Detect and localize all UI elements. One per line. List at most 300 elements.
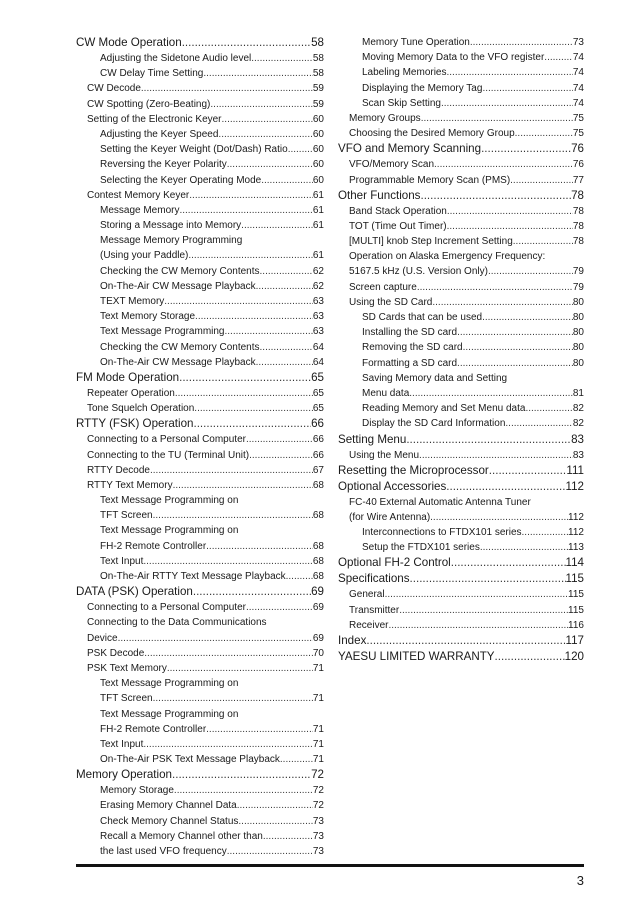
toc-entry-title: Connecting to the TU (Terminal Unit) (87, 449, 250, 461)
dot-leader (280, 752, 313, 767)
toc-entry-title: Using the SD Card (349, 296, 433, 308)
toc-entry-title: Text Message Programming on (100, 495, 239, 507)
dot-leader (447, 219, 573, 234)
toc-entry-page: 115 (568, 589, 584, 601)
toc-entry-title: Message Memory Programming (100, 235, 243, 247)
toc-entry[interactable] (76, 539, 324, 554)
toc-entry-title: TOT (Time Out Timer) (349, 220, 447, 232)
toc-entry-title: Optional FH-2 Control (338, 556, 451, 570)
dot-leader (513, 234, 573, 249)
dot-leader (249, 448, 313, 463)
dot-leader (406, 432, 571, 448)
dot-leader (366, 633, 565, 649)
dot-leader (447, 204, 573, 219)
toc-entry[interactable] (76, 386, 324, 401)
dot-leader (172, 767, 311, 783)
dot-leader (143, 737, 313, 752)
toc-entry[interactable] (76, 264, 324, 279)
dot-leader (522, 525, 569, 540)
toc-entry-title: On-The-Air CW Message Playback (100, 280, 256, 292)
toc-entry-page: 63 (312, 296, 324, 307)
dot-leader (210, 97, 312, 112)
toc-entry-page: 66 (312, 434, 324, 446)
toc-entry-title: Installing the SD card (362, 327, 458, 339)
dot-leader (246, 600, 313, 615)
dot-leader (480, 540, 568, 555)
toc-entry-title: Text Message Programming (100, 326, 225, 338)
dot-leader (388, 618, 568, 633)
dot-leader (222, 112, 313, 127)
toc-entry-page: 65 (311, 370, 324, 384)
dot-leader (419, 448, 573, 463)
toc-entry-title: RTTY Decode (87, 464, 150, 476)
toc-entry[interactable] (76, 448, 324, 463)
toc-entry[interactable] (76, 127, 324, 142)
toc-entry[interactable] (76, 203, 324, 218)
toc-entry[interactable] (76, 661, 324, 676)
dot-leader (227, 157, 313, 172)
toc-entry-title: On-The-Air PSK Text Message Playback (100, 754, 280, 766)
toc-entry-title: Moving Memory Data to the VFO register (362, 52, 545, 64)
toc-entry-title: VFO/Memory Scan (349, 159, 435, 171)
toc-entry-page: 75 (572, 128, 584, 140)
dot-leader (237, 798, 313, 813)
toc-entry-page: 113 (568, 542, 584, 554)
toc-entry[interactable] (338, 188, 584, 204)
toc-entry-page: 72 (312, 800, 324, 812)
toc-entry[interactable] (338, 371, 584, 386)
toc-entry-title: Message Memory (100, 204, 180, 216)
toc-entry-page: 66 (311, 417, 324, 431)
toc-entry[interactable] (338, 416, 584, 431)
toc-entry-title: Formatting a SD card (362, 357, 458, 369)
toc-entry-title: FH-2 Remote Controller (100, 723, 207, 735)
toc-entry-title: Check Memory Channel Status (100, 815, 239, 827)
dot-leader (410, 571, 566, 587)
toc-entry-page: 80 (572, 327, 584, 339)
toc-entry[interactable] (76, 615, 324, 630)
toc-entry-title: the last used VFO frequency (100, 846, 227, 857)
toc-entry-page: 58 (312, 53, 324, 64)
dot-leader (495, 649, 565, 665)
toc-entry-title: Setting the Keyer Weight (Dot/Dash) Ratio (100, 144, 288, 156)
toc-entry-page: 78 (572, 205, 584, 217)
dot-leader (434, 157, 573, 172)
dot-leader (288, 142, 313, 157)
toc-entry[interactable] (338, 264, 584, 279)
toc-entry-title: Connecting to the Data Communications (87, 617, 267, 629)
toc-entry[interactable] (76, 737, 324, 752)
dot-leader (246, 432, 313, 447)
toc-entry[interactable] (76, 676, 324, 691)
toc-entry-title: Scan Skip Setting (362, 97, 441, 109)
toc-entry-title: DATA (PSK) Operation (76, 585, 193, 599)
dot-leader (544, 50, 573, 65)
toc-entry-title: CW Delay Time Setting (100, 68, 204, 80)
toc-entry-page: 66 (312, 449, 324, 461)
dot-leader (188, 248, 313, 263)
dot-leader (457, 325, 573, 340)
toc-entry[interactable] (338, 340, 584, 355)
toc-entry[interactable] (76, 142, 324, 157)
dot-leader (482, 81, 572, 96)
toc-entry[interactable] (338, 510, 584, 525)
toc-entry-page: 65 (312, 403, 324, 415)
toc-entry[interactable] (76, 814, 324, 829)
dot-leader (143, 554, 313, 569)
dot-leader (263, 829, 313, 844)
toc-entry-page: 60 (312, 144, 324, 156)
toc-entry-page: 116 (568, 619, 584, 631)
toc-entry[interactable] (76, 370, 324, 386)
toc-entry-page: 62 (312, 265, 324, 277)
toc-entry[interactable] (76, 767, 324, 783)
toc-entry-title: Text Message Programming on (100, 708, 239, 720)
toc-entry-page: 63 (312, 311, 324, 323)
toc-entry-title: Band Stack Operation (349, 205, 447, 217)
toc-entry[interactable] (76, 523, 324, 538)
dot-leader (470, 35, 573, 50)
dot-leader (510, 173, 573, 188)
dot-leader (195, 309, 313, 324)
toc-entry[interactable] (338, 495, 584, 510)
toc-entry-title: On-The-Air CW Message Playback (100, 356, 256, 368)
toc-entry-page: 80 (572, 296, 584, 308)
toc-entry-title: Tone Squelch Operation (87, 403, 195, 415)
toc-entry-page: 60 (312, 159, 324, 171)
dot-leader (417, 280, 573, 295)
toc-entry[interactable] (338, 81, 584, 96)
toc-entry-page: 112 (568, 527, 584, 539)
toc-entry[interactable] (76, 493, 324, 508)
dot-leader (179, 370, 311, 386)
toc-entry[interactable] (76, 324, 324, 339)
dot-leader (203, 66, 313, 81)
toc-entry-page: 61 (312, 189, 324, 201)
dot-leader (167, 661, 313, 676)
toc-entry[interactable] (338, 633, 584, 649)
dot-leader (182, 35, 311, 51)
toc-entry[interactable] (76, 478, 324, 493)
toc-entry-page: 82 (572, 418, 584, 430)
toc-entry-page: 58 (311, 36, 324, 49)
toc-entry-title: Recall a Memory Channel other than (100, 830, 263, 842)
toc-entry-page: 69 (312, 632, 324, 644)
toc-entry[interactable] (76, 722, 324, 737)
toc-entry-title: Setting of the Electronic Keyer (87, 113, 222, 125)
toc-entry-page: 78 (571, 188, 584, 202)
toc-entry[interactable] (338, 173, 584, 188)
toc-entry[interactable] (76, 600, 324, 615)
toc-entry-title: Reading Memory and Set Menu data (362, 403, 526, 415)
toc-entry[interactable] (338, 111, 584, 126)
toc-entry[interactable] (76, 707, 324, 722)
toc-entry-title: Text Input (100, 738, 144, 750)
dot-leader (225, 324, 313, 339)
toc-entry-title: Screen capture (349, 281, 417, 293)
toc-entry[interactable] (76, 401, 324, 416)
toc-entry-page: 79 (572, 266, 584, 278)
toc-entry[interactable] (76, 432, 324, 447)
toc-entry-page: 62 (312, 280, 324, 292)
toc-entry[interactable] (76, 157, 324, 172)
toc-entry[interactable] (338, 295, 584, 310)
toc-entry[interactable] (338, 157, 584, 172)
toc-entry[interactable] (338, 50, 584, 65)
toc-entry[interactable] (76, 691, 324, 706)
toc-entry-page: 73 (312, 846, 324, 857)
toc-entry-page: 68 (312, 510, 324, 522)
dot-leader (118, 631, 313, 646)
dot-leader (261, 173, 313, 188)
toc-entry-page: 61 (312, 250, 324, 262)
toc-entry-page: 60 (312, 174, 324, 186)
dot-leader (153, 691, 313, 706)
toc-entry[interactable] (76, 508, 324, 523)
toc-entry[interactable] (76, 340, 324, 355)
toc-entry-page: 73 (312, 815, 324, 827)
toc-entry[interactable] (76, 81, 324, 96)
toc-entry[interactable] (76, 97, 324, 112)
toc-entry-page: 74 (572, 97, 584, 109)
toc-entry[interactable] (76, 233, 324, 248)
toc-entry[interactable] (76, 248, 324, 263)
toc-entry[interactable] (338, 432, 584, 448)
toc-entry[interactable] (76, 829, 324, 844)
toc-entry[interactable] (76, 463, 324, 478)
toc-entry-title: VFO and Memory Scanning (338, 142, 482, 156)
toc-entry-page: 80 (572, 342, 584, 354)
toc-entry[interactable] (338, 234, 584, 249)
toc-entry[interactable] (76, 35, 324, 51)
toc-entry-title: Using the Menu (349, 449, 420, 461)
toc-entry[interactable] (76, 188, 324, 203)
toc-entry[interactable] (338, 618, 584, 633)
dot-leader (193, 584, 311, 600)
toc-entry-page: 61 (312, 220, 324, 232)
toc-entry-title: Text Input (100, 555, 144, 567)
dot-leader (399, 603, 568, 618)
dot-leader (441, 96, 573, 111)
toc-entry[interactable] (338, 65, 584, 80)
toc-entry-page: 76 (572, 159, 584, 171)
toc-entry[interactable] (76, 279, 324, 294)
toc-entry-page: 64 (312, 356, 324, 368)
toc-entry[interactable] (338, 401, 584, 416)
toc-entry[interactable] (76, 752, 324, 767)
toc-entry-title: Connecting to a Personal Computer (87, 434, 246, 446)
dot-leader (451, 555, 566, 571)
dot-leader (430, 510, 568, 525)
toc-entry-page: 72 (311, 768, 324, 782)
toc-entry-page: 78 (572, 236, 584, 248)
toc-entry[interactable] (338, 126, 584, 141)
toc-entry[interactable] (338, 448, 584, 463)
dot-leader (447, 65, 573, 80)
toc-entry-title: Transmitter (349, 604, 400, 616)
toc-entry-title: Selecting the Keyer Operating Mode (100, 174, 262, 186)
toc-entry-title: Other Functions (338, 188, 421, 202)
toc-entry-page: 73 (572, 37, 584, 48)
toc-entry-title: CW Mode Operation (76, 36, 182, 49)
toc-entry-title: TFT Screen (100, 693, 153, 705)
dot-leader (141, 81, 313, 96)
toc-entry[interactable] (338, 96, 584, 111)
dot-leader (489, 463, 567, 479)
toc-entry-title: Menu data (362, 387, 410, 399)
toc-entry-title: Adjusting the Keyer Speed (100, 128, 219, 140)
dot-leader (193, 416, 311, 432)
toc-left-column (76, 35, 324, 859)
toc-entry-page: 60 (312, 113, 324, 125)
toc-entry[interactable] (76, 66, 324, 81)
toc-entry-title: Programmable Memory Scan (PMS) (349, 174, 511, 186)
toc-entry-page: 81 (572, 387, 584, 399)
toc-entry-title: Memory Tune Operation (362, 37, 470, 48)
toc-entry-title: FH-2 Remote Controller (100, 540, 207, 552)
toc-entry[interactable] (338, 463, 584, 479)
toc-entry[interactable] (338, 325, 584, 340)
toc-entry[interactable] (338, 649, 584, 665)
dot-leader (218, 127, 312, 142)
toc-entry-title: [MULTI] knob Step Increment Setting (349, 236, 513, 248)
toc-entry-title: Choosing the Desired Memory Group (349, 128, 515, 140)
toc-entry-title: Reversing the Keyer Polarity (100, 159, 227, 171)
toc-entry-page: 64 (312, 341, 324, 353)
toc-entry-page: 72 (312, 785, 324, 797)
dot-leader (238, 814, 312, 829)
dot-leader (482, 310, 573, 325)
toc-entry[interactable] (338, 525, 584, 540)
dot-leader (481, 141, 571, 157)
toc-entry[interactable] (76, 844, 324, 859)
toc-entry-title: (Using your Paddle) (100, 250, 189, 262)
toc-entry-title: Text Message Programming on (100, 525, 239, 537)
toc-entry[interactable] (76, 783, 324, 798)
toc-entry-page: 67 (312, 464, 324, 476)
toc-entry-page: 71 (312, 693, 324, 705)
dot-leader (175, 386, 313, 401)
toc-entry-page: 65 (312, 387, 324, 399)
dot-leader (194, 401, 313, 416)
toc-entry-page: 111 (566, 463, 584, 477)
toc-entry[interactable] (338, 219, 584, 234)
toc-entry-title: TFT Screen (100, 510, 153, 522)
toc-entry-page: 74 (572, 67, 584, 79)
toc-entry-title: Displaying the Memory Tag (362, 82, 483, 94)
toc-entry-page: 71 (312, 754, 324, 766)
toc-entry[interactable] (76, 584, 324, 600)
toc-entry-title: PSK Text Memory (87, 662, 167, 674)
toc-entry-title: PSK Decode (87, 647, 145, 659)
toc-entry-page: 80 (572, 312, 584, 323)
dot-leader (174, 783, 313, 798)
dot-leader (420, 188, 571, 204)
toc-entry-title: FM Mode Operation (76, 370, 180, 384)
toc-entry[interactable] (76, 355, 324, 370)
toc-entry[interactable] (338, 571, 584, 587)
dot-leader (260, 340, 313, 355)
toc-entry[interactable] (76, 554, 324, 569)
toc-entry-title: RTTY Text Memory (87, 479, 173, 491)
toc-entry-title: Repeater Operation (87, 387, 175, 399)
toc-entry[interactable] (76, 218, 324, 233)
toc-entry-page: 59 (312, 83, 324, 95)
dot-leader (446, 479, 565, 495)
toc-entry-title: Display the SD Card Information (362, 418, 506, 430)
toc-entry[interactable] (338, 356, 584, 371)
dot-leader (150, 463, 313, 478)
toc-entry[interactable] (338, 249, 584, 264)
toc-entry[interactable] (338, 310, 584, 325)
dot-leader (457, 356, 573, 371)
toc-entry-title: Labeling Memories (362, 67, 447, 79)
toc-entry[interactable] (338, 540, 584, 555)
toc-entry[interactable] (76, 416, 324, 432)
toc-entry[interactable] (76, 569, 324, 584)
toc-entry-title: Operation on Alaska Emergency Frequency: (349, 251, 546, 263)
dot-leader (463, 340, 573, 355)
toc-entry-page: 58 (312, 68, 324, 80)
toc-entry[interactable] (338, 204, 584, 219)
toc-entry-title: Adjusting the Sidetone Audio level (100, 53, 252, 64)
dot-leader (251, 51, 313, 66)
toc-entry[interactable] (338, 555, 584, 571)
toc-entry[interactable] (76, 646, 324, 661)
dot-leader (515, 126, 573, 141)
toc-entry[interactable] (76, 798, 324, 813)
toc-entry-page: 75 (572, 112, 584, 124)
toc-entry[interactable] (338, 479, 584, 495)
toc-entry[interactable] (338, 386, 584, 401)
toc-entry-title: Device (87, 632, 118, 644)
toc-entry-page: 73 (312, 830, 324, 842)
toc-entry-title: Removing the SD card (362, 342, 463, 354)
toc-entry-page: 120 (564, 650, 584, 663)
toc-entry[interactable] (338, 603, 584, 618)
dot-leader (227, 844, 313, 859)
toc-entry[interactable] (338, 280, 584, 295)
dot-leader (432, 295, 573, 310)
toc-entry[interactable] (76, 309, 324, 324)
toc-entry-title: Memory Operation (76, 768, 173, 782)
toc-entry-title: RTTY (FSK) Operation (76, 417, 194, 431)
dot-leader (164, 294, 313, 309)
toc-entry[interactable] (338, 587, 584, 602)
toc-entry-page: 79 (572, 281, 584, 293)
toc-entry-page: 69 (312, 602, 324, 614)
toc-entry-title: Erasing Memory Channel Data (100, 800, 237, 812)
dot-leader (488, 264, 573, 279)
toc-entry[interactable] (338, 141, 584, 157)
toc-entry[interactable] (76, 173, 324, 188)
toc-entry-page: 71 (312, 662, 324, 674)
toc-entry-title: Text Memory Storage (100, 311, 196, 323)
toc-entry-title: Index (338, 634, 367, 647)
toc-entry-title: TEXT Memory (100, 296, 165, 307)
toc-entry-page: 68 (312, 479, 324, 491)
toc-entry-page: 61 (312, 204, 324, 216)
toc-entry[interactable] (76, 112, 324, 127)
toc-entry[interactable] (76, 631, 324, 646)
toc-entry-title: Checking the CW Memory Contents (100, 265, 260, 277)
toc-entry-title: Setup the FTDX101 series (362, 542, 480, 554)
dot-leader (525, 401, 572, 416)
dot-leader (256, 355, 313, 370)
toc-entry[interactable] (338, 35, 584, 50)
toc-entry[interactable] (76, 294, 324, 309)
toc-entry[interactable] (76, 51, 324, 66)
